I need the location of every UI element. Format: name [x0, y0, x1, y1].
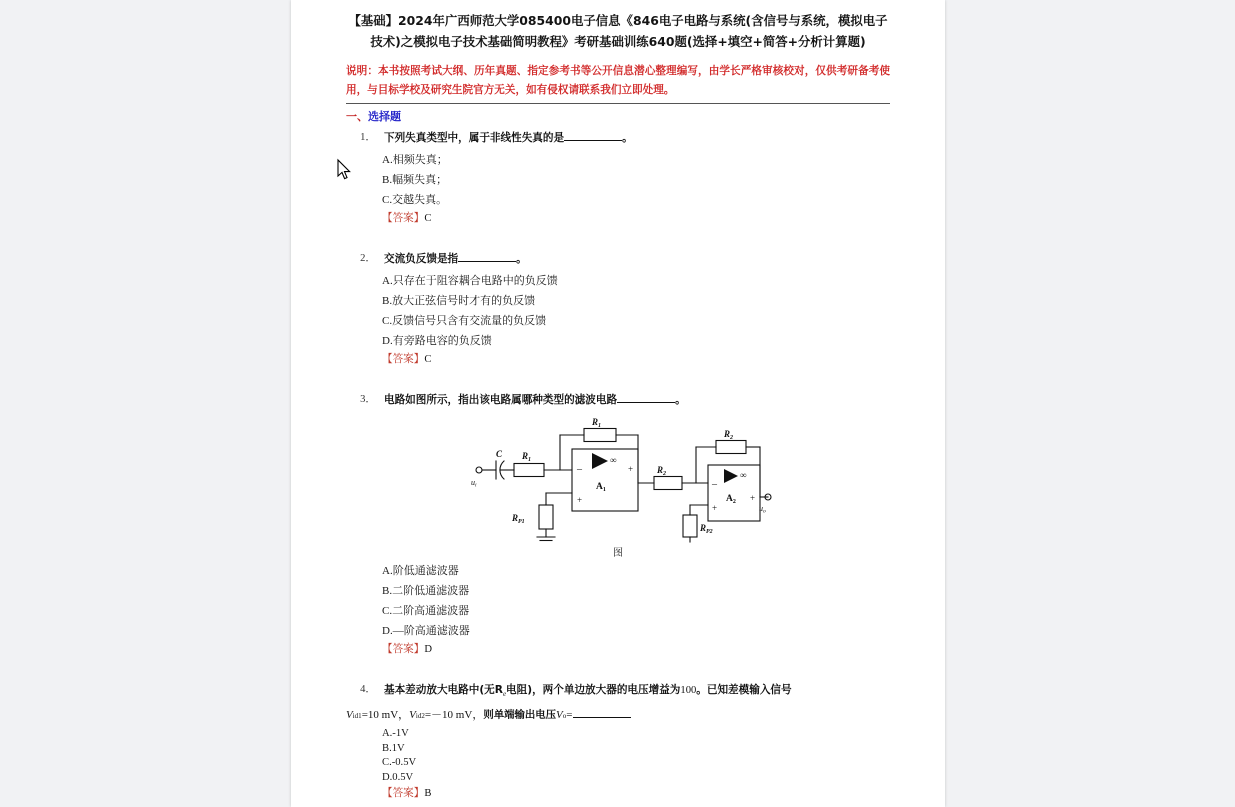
- answer-value: C: [424, 213, 432, 224]
- question-2: [346, 250, 890, 369]
- circuit-figure: [346, 413, 890, 559]
- copyright-notice: 说明：本书按照考试大纲、历年真题、指定参考书等公开信息潜心整理编写，由学长严格审核校对，仅供考研备考使用，与目标学校及研究生院官方无关，如有侵权请联系我们立即处理。: [346, 65, 890, 96]
- formula-v2-value: =－10 mV: [424, 709, 473, 722]
- answer-blank: [573, 717, 631, 718]
- spacer: [346, 373, 890, 391]
- option-item[interactable]: C.反馈信号只含有交流量的负反馈: [382, 315, 547, 327]
- answer-tag: 【答案】: [382, 354, 425, 365]
- option-item[interactable]: A.-1V: [382, 728, 409, 740]
- question-2-stem: [346, 250, 890, 268]
- formula-separator: ，: [398, 709, 410, 722]
- option-item[interactable]: A.阶低通滤波器: [382, 565, 459, 577]
- formula-v1-value: =10 mV: [361, 709, 399, 722]
- formula-v1-symbol: V: [346, 709, 353, 722]
- question-4-number: 4．: [360, 684, 376, 695]
- question-4-options: [346, 727, 890, 785]
- section-number: 一、: [346, 110, 368, 123]
- option-item[interactable]: B.幅频失真；: [382, 174, 448, 186]
- question-4-stem-tail: 。已知差模输入信号: [696, 684, 792, 696]
- document-page: [291, 0, 945, 807]
- input-terminal: [476, 467, 482, 473]
- option-item[interactable]: B.1V: [382, 742, 405, 754]
- formula-vo-equals: =: [566, 709, 573, 722]
- question-2-number: 2．: [360, 253, 376, 264]
- formula-tail-cn: 则单端输出电压: [483, 709, 557, 722]
- question-3: [346, 391, 890, 659]
- answer-blank: [564, 140, 622, 141]
- question-4-stem-mid: 电阻)，两个单边放大器的电压增益为: [506, 684, 681, 696]
- question-1: [346, 129, 890, 228]
- question-3-options: [346, 561, 890, 641]
- label-capacitor-c: C: [496, 449, 503, 459]
- formula-vo-symbol: V: [556, 709, 563, 722]
- answer-tag: 【答案】: [382, 213, 425, 224]
- formula-v2-symbol: V: [409, 709, 416, 722]
- answer-value: D: [424, 644, 433, 655]
- question-2-options: [346, 271, 890, 351]
- question-1-text: [384, 129, 890, 147]
- formula-comma: ，: [472, 709, 484, 722]
- label-noninverting-input-1: +: [577, 495, 583, 505]
- question-1-number: 1．: [360, 132, 376, 143]
- question-2-stem-suffix: 。: [516, 253, 527, 265]
- question-4-answer: [346, 785, 890, 803]
- spacer: [346, 232, 890, 250]
- question-4-sub-e: e: [502, 690, 507, 699]
- option-item[interactable]: C.二阶高通滤波器: [382, 605, 470, 617]
- question-2-text: [384, 250, 890, 268]
- option-item[interactable]: C.-0.5V: [382, 757, 417, 769]
- label-input: ui: [471, 478, 477, 489]
- question-3-number: 3．: [360, 394, 376, 405]
- question-3-stem: [346, 391, 890, 409]
- section-heading: [346, 108, 890, 124]
- question-4-gain: 100: [680, 685, 697, 696]
- option-item[interactable]: B.放大正弦信号时才有的负反馈: [382, 295, 536, 307]
- answer-blank: [617, 402, 675, 403]
- answer-blank: [458, 261, 516, 262]
- option-item[interactable]: B.二阶低通滤波器: [382, 585, 470, 597]
- label-opamp1-plus: +: [628, 464, 634, 474]
- question-3-stem-suffix: 。: [675, 394, 686, 406]
- formula-v2-subscript: id2: [415, 712, 425, 721]
- answer-value: B: [424, 788, 432, 800]
- option-item[interactable]: C.交越失真。: [382, 194, 448, 206]
- option-item[interactable]: D.0.5V: [382, 771, 414, 783]
- question-3-answer: [346, 641, 890, 659]
- option-item[interactable]: D.—阶高通滤波器: [382, 625, 470, 637]
- question-4-text: [384, 681, 890, 703]
- label-opamp-a1: $A_1$: [596, 482, 606, 493]
- circuit-diagram-svg: [468, 413, 768, 543]
- option-item[interactable]: A.相频失真；: [382, 154, 448, 166]
- question-4-formula: [346, 706, 890, 725]
- question-1-options: [346, 150, 890, 210]
- label-noninverting-input-2: +: [712, 503, 718, 513]
- question-4: [346, 681, 890, 803]
- label-rp1: $R_{P1}$: [512, 513, 525, 525]
- question-4-stem-prefix: 基本差动放大电路中(无R: [384, 684, 503, 696]
- label-gain-infinity-2: ∞: [740, 470, 747, 480]
- formula-v1-subscript: id1: [352, 712, 362, 721]
- label-opamp2-plus: +: [750, 493, 756, 503]
- label-opamp-a2: $A_2$: [726, 494, 736, 505]
- answer-tag: 【答案】: [382, 644, 425, 655]
- label-inverting-input-1: –: [577, 464, 582, 475]
- label-output: uo: [759, 504, 766, 515]
- question-1-stem: [346, 129, 890, 147]
- question-2-stem-prefix: 交流负反馈是指: [384, 253, 459, 265]
- label-r1-feedback: $R_1$: [592, 417, 602, 429]
- option-item[interactable]: A.只存在于阻容耦合电路中的负反馈: [382, 275, 558, 287]
- label-r2-feedback: $R_2$: [724, 429, 734, 441]
- question-1-answer: [346, 210, 890, 228]
- option-item[interactable]: D.有旁路电容的负反馈: [382, 335, 492, 347]
- label-gain-infinity-1: ∞: [610, 455, 617, 465]
- label-r2-series: $R_2$: [657, 465, 667, 477]
- divider: [346, 103, 890, 104]
- page-title: 【基础】2024年广西师范大学085400电子信息《846电子电路与系统(含信号与系统，模拟电子技术)之模拟电子技术基础简明教程》考研基础训练640题(选择+填空+简答+分析计算题): [348, 13, 888, 49]
- formula-vo-subscript: o: [562, 712, 567, 721]
- spacer: [346, 663, 890, 681]
- question-3-stem-prefix: 电路如图所示，指出该电路属哪种类型的滤波电路: [384, 394, 618, 406]
- label-inverting-input-2: –: [712, 479, 717, 490]
- label-r1-series: $R_1$: [522, 451, 532, 463]
- question-3-text: [384, 391, 890, 409]
- answer-value: C: [424, 354, 432, 365]
- answer-tag: 【答案】: [382, 788, 425, 800]
- question-4-stem: [346, 681, 890, 703]
- label-rp2: $R_{P2}$: [700, 523, 713, 535]
- figure-caption: 图: [613, 548, 623, 559]
- question-1-stem-suffix: 。: [622, 132, 633, 144]
- question-2-answer: [346, 351, 890, 369]
- section-label: 选择题: [368, 110, 401, 123]
- question-1-stem-prefix: 下列失真类型中，属于非线性失真的是: [384, 132, 565, 144]
